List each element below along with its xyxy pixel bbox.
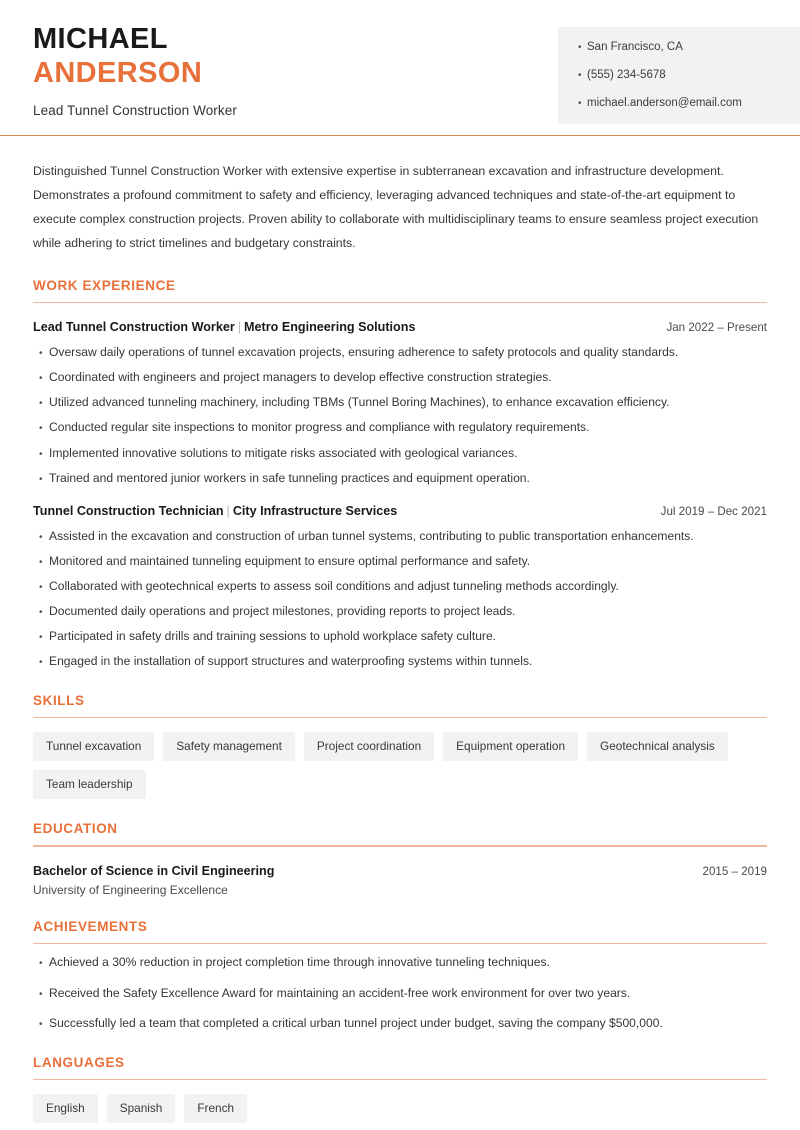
language-tag: English <box>33 1094 98 1123</box>
bullet-text: Documented daily operations and project milestones, providing reports to project leads. <box>49 604 516 619</box>
experience-job-title: Lead Tunnel Construction Worker <box>33 320 235 335</box>
section-achievements <box>33 919 767 1033</box>
bullet-icon: • <box>578 69 582 81</box>
section-divider <box>33 1079 767 1081</box>
section-title-education: EDUCATION <box>33 821 118 837</box>
language-tag: Spanish <box>107 1094 176 1123</box>
section-work-experience <box>33 278 767 671</box>
languages-tag-list <box>33 1094 767 1123</box>
contact-email-text: michael.anderson@email.com <box>587 96 742 109</box>
contact-item-phone <box>578 68 800 83</box>
skill-tag: Tunnel excavation <box>33 732 154 761</box>
bullet-icon: • <box>39 532 43 544</box>
list-item <box>33 985 767 1003</box>
bullet-icon: • <box>39 348 43 360</box>
list-item <box>33 344 767 362</box>
bullet-icon: • <box>39 607 43 619</box>
bullet-text: Engaged in the installation of support structures and waterproofing systems within tunnels. <box>49 654 533 669</box>
bullet-icon: • <box>39 582 43 594</box>
bullet-text: Trained and mentored junior workers in safe tunneling practices and equipment operation. <box>49 470 530 485</box>
section-title-languages: LANGUAGES <box>33 1054 125 1070</box>
list-item <box>33 445 767 463</box>
experience-entry <box>33 320 767 487</box>
list-item <box>33 603 767 621</box>
bullet-text: Achieved a 30% reduction in project completion time through innovative tunneling techniques. <box>49 955 550 970</box>
bullet-text: Monitored and maintained tunneling equipment to ensure optimal performance and safety. <box>49 554 531 569</box>
contact-item-email <box>578 96 800 111</box>
list-item <box>33 553 767 571</box>
skill-tag: Equipment operation <box>443 732 578 761</box>
experience-date-range: Jan 2022 – Present <box>666 321 767 335</box>
education-date-range: 2015 – 2019 <box>702 864 767 878</box>
title-company-separator: | <box>237 320 242 335</box>
headline-job-title: Lead Tunnel Construction Worker <box>33 103 237 119</box>
experience-title-company <box>33 320 415 334</box>
section-divider <box>33 717 767 719</box>
skills-tag-list <box>33 732 767 799</box>
list-item <box>33 528 767 546</box>
bullet-icon: • <box>39 958 43 970</box>
list-item <box>33 369 767 387</box>
section-title-achievements: ACHIEVEMENTS <box>33 918 148 934</box>
bullet-icon: • <box>39 398 43 410</box>
header-divider <box>0 135 800 137</box>
experience-company: City Infrastructure Services <box>232 504 398 519</box>
education-institution: University of Engineering Excellence <box>33 882 228 897</box>
education-entry <box>33 864 767 897</box>
section-divider <box>33 943 767 945</box>
section-title-skills: SKILLS <box>33 692 85 708</box>
last-name: ANDERSON <box>33 57 203 90</box>
contact-item-location <box>578 40 800 55</box>
professional-summary: Distinguished Tunnel Construction Worker with extensive expertise in subterranean excavation and infrastructure development. Demonstrates a profound commitment to safety and efficiency, leveraging advanced techniques and state-of-the-art equipment to execute complex construction projects. Proven ability to collaborate with multidisciplinary teams to ensure seamless project execution while adhering to strict timelines and budgetary constraints. <box>33 164 759 250</box>
bullet-icon: • <box>39 448 43 460</box>
bullet-text: Utilized advanced tunneling machinery, including TBMs (Tunnel Boring Machines), to enhance excavation efficiency. <box>49 395 670 410</box>
list-item <box>33 1015 767 1033</box>
experience-date-range: Jul 2019 – Dec 2021 <box>660 505 767 519</box>
bullet-text: Successfully led a team that completed a critical urban tunnel project under budget, saving the company $500,000. <box>49 1016 663 1031</box>
skill-tag: Team leadership <box>33 770 146 799</box>
experience-title-company <box>33 504 397 518</box>
bullet-text: Conducted regular site inspections to monitor progress and compliance with regulatory requirements. <box>49 420 590 435</box>
bullet-icon: • <box>39 1019 43 1031</box>
list-item <box>33 470 767 488</box>
education-degree: Bachelor of Science in Civil Engineering <box>33 863 275 878</box>
bullet-text: Received the Safety Excellence Award for maintaining an accident-free work environment for over two years. <box>49 985 631 1000</box>
bullet-icon: • <box>39 373 43 385</box>
experience-job-title: Tunnel Construction Technician <box>33 504 224 519</box>
bullet-icon: • <box>39 473 43 485</box>
list-item <box>33 419 767 437</box>
first-name: MICHAEL <box>33 23 168 55</box>
title-company-separator: | <box>226 504 230 519</box>
candidate-name <box>33 22 558 90</box>
experience-entry-header <box>33 320 767 334</box>
section-education <box>33 821 767 897</box>
bullet-text: Collaborated with geotechnical experts to assess soil conditions and adjust tunneling methods accordingly. <box>49 579 619 594</box>
skill-tag: Geotechnical analysis <box>587 732 728 761</box>
bullet-text: Oversaw daily operations of tunnel excavation projects, ensuring adherence to safety protocols and quality standards. <box>49 345 679 360</box>
bullet-icon: • <box>39 557 43 569</box>
list-item <box>33 954 767 972</box>
experience-entry-header <box>33 504 767 518</box>
list-item <box>33 628 767 646</box>
experience-bullet-list <box>33 528 767 671</box>
bullet-text: Implemented innovative solutions to mitigate risks associated with geological variances. <box>49 445 518 460</box>
bullet-icon: • <box>39 657 43 669</box>
bullet-icon: • <box>39 988 43 1000</box>
section-skills <box>33 693 767 799</box>
contact-info-box <box>558 27 800 124</box>
list-item <box>33 653 767 671</box>
skill-tag: Project coordination <box>304 732 434 761</box>
education-entry-header <box>33 864 767 878</box>
experience-bullet-list <box>33 344 767 487</box>
section-languages <box>33 1055 767 1123</box>
list-item <box>33 578 767 596</box>
bullet-icon: • <box>578 42 582 53</box>
section-divider <box>33 845 767 847</box>
experience-company: Metro Engineering Solutions <box>244 320 416 335</box>
identity-block <box>0 0 558 118</box>
experience-entry <box>33 504 767 671</box>
bullet-icon: • <box>39 632 43 644</box>
bullet-icon: • <box>578 97 582 109</box>
bullet-text: Assisted in the excavation and construction of urban tunnel systems, contributing to public transportation enhancements. <box>49 529 694 544</box>
section-divider <box>33 302 767 304</box>
list-item <box>33 394 767 412</box>
bullet-text: Participated in safety drills and training sessions to uphold workplace safety culture. <box>49 629 497 644</box>
bullet-text: Coordinated with engineers and project managers to develop effective construction strategies. <box>49 370 552 385</box>
section-title-work-experience: WORK EXPERIENCE <box>33 277 176 293</box>
contact-phone-text: (555) 234-5678 <box>587 68 666 81</box>
bullet-icon: • <box>39 423 43 435</box>
achievements-bullet-list <box>33 954 767 1033</box>
contact-location-text: San Francisco, CA <box>587 41 683 53</box>
language-tag: French <box>184 1094 247 1123</box>
resume-header <box>0 0 800 136</box>
resume-body <box>0 160 800 1123</box>
skill-tag: Safety management <box>163 732 295 761</box>
